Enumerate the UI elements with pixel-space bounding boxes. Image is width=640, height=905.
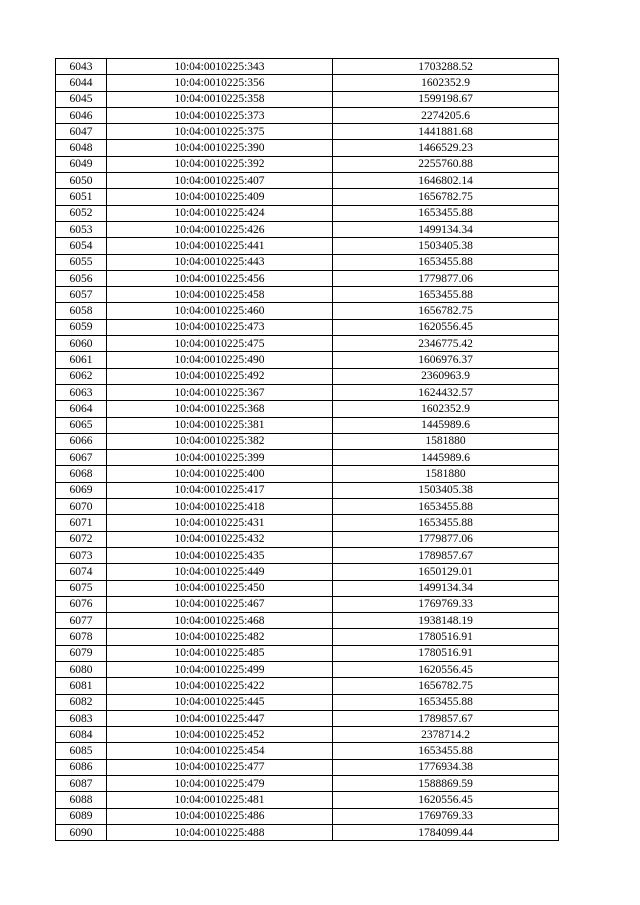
value-cell: 1653455.88 <box>333 499 559 515</box>
cadastral-number-cell: 10:04:0010225:407 <box>107 173 333 189</box>
value-cell: 1653455.88 <box>333 515 559 531</box>
table-row <box>56 482 559 498</box>
row-number-cell: 6050 <box>56 173 107 189</box>
table-row <box>56 499 559 515</box>
table-row <box>56 254 559 270</box>
cadastral-number-cell: 10:04:0010225:390 <box>107 140 333 156</box>
value-cell: 1769769.33 <box>333 596 559 612</box>
table-row <box>56 303 559 319</box>
table-row <box>56 564 559 580</box>
table-row <box>56 776 559 792</box>
row-number-cell: 6056 <box>56 270 107 286</box>
table-row <box>56 613 559 629</box>
row-number-cell: 6078 <box>56 629 107 645</box>
table-row <box>56 466 559 482</box>
table-row <box>56 417 559 433</box>
value-cell: 1656782.75 <box>333 189 559 205</box>
row-number-cell: 6079 <box>56 645 107 661</box>
table-body <box>56 59 559 841</box>
data-table <box>55 58 559 841</box>
cadastral-number-cell: 10:04:0010225:392 <box>107 156 333 172</box>
table-row <box>56 368 559 384</box>
table-row <box>56 352 559 368</box>
value-cell: 1650129.01 <box>333 564 559 580</box>
row-number-cell: 6058 <box>56 303 107 319</box>
value-cell: 1499134.34 <box>333 221 559 237</box>
value-cell: 1445989.6 <box>333 417 559 433</box>
value-cell: 1620556.45 <box>333 319 559 335</box>
value-cell: 1581880 <box>333 433 559 449</box>
row-number-cell: 6055 <box>56 254 107 270</box>
value-cell: 1653455.88 <box>333 254 559 270</box>
row-number-cell: 6048 <box>56 140 107 156</box>
cadastral-number-cell: 10:04:0010225:356 <box>107 75 333 91</box>
value-cell: 1653455.88 <box>333 743 559 759</box>
table-row <box>56 580 559 596</box>
value-cell: 1499134.34 <box>333 580 559 596</box>
value-cell: 1624432.57 <box>333 384 559 400</box>
table-row <box>56 808 559 824</box>
value-cell: 2378714.2 <box>333 727 559 743</box>
row-number-cell: 6077 <box>56 613 107 629</box>
value-cell: 1653455.88 <box>333 205 559 221</box>
row-number-cell: 6070 <box>56 499 107 515</box>
row-number-cell: 6072 <box>56 531 107 547</box>
cadastral-number-cell: 10:04:0010225:367 <box>107 384 333 400</box>
cadastral-number-cell: 10:04:0010225:441 <box>107 238 333 254</box>
cadastral-number-cell: 10:04:0010225:449 <box>107 564 333 580</box>
cadastral-number-cell: 10:04:0010225:454 <box>107 743 333 759</box>
cadastral-number-cell: 10:04:0010225:381 <box>107 417 333 433</box>
row-number-cell: 6080 <box>56 661 107 677</box>
row-number-cell: 6081 <box>56 678 107 694</box>
value-cell: 2360963.9 <box>333 368 559 384</box>
table-row <box>56 205 559 221</box>
table-row <box>56 710 559 726</box>
cadastral-number-cell: 10:04:0010225:482 <box>107 629 333 645</box>
value-cell: 1769769.33 <box>333 808 559 824</box>
value-cell: 1653455.88 <box>333 694 559 710</box>
table-row <box>56 238 559 254</box>
value-cell: 1445989.6 <box>333 450 559 466</box>
value-cell: 1503405.38 <box>333 238 559 254</box>
table-row <box>56 173 559 189</box>
row-number-cell: 6075 <box>56 580 107 596</box>
row-number-cell: 6082 <box>56 694 107 710</box>
value-cell: 1938148.19 <box>333 613 559 629</box>
cadastral-number-cell: 10:04:0010225:475 <box>107 336 333 352</box>
cadastral-number-cell: 10:04:0010225:477 <box>107 759 333 775</box>
row-number-cell: 6068 <box>56 466 107 482</box>
value-cell: 1646802.14 <box>333 173 559 189</box>
row-number-cell: 6065 <box>56 417 107 433</box>
row-number-cell: 6061 <box>56 352 107 368</box>
cadastral-number-cell: 10:04:0010225:373 <box>107 107 333 123</box>
table-row <box>56 515 559 531</box>
table-row <box>56 156 559 172</box>
cadastral-number-cell: 10:04:0010225:400 <box>107 466 333 482</box>
table-row <box>56 336 559 352</box>
value-cell: 1588869.59 <box>333 776 559 792</box>
row-number-cell: 6064 <box>56 401 107 417</box>
cadastral-number-cell: 10:04:0010225:467 <box>107 596 333 612</box>
table-row <box>56 189 559 205</box>
value-cell: 1776934.38 <box>333 759 559 775</box>
table-row <box>56 140 559 156</box>
table-row <box>56 319 559 335</box>
value-cell: 2346775.42 <box>333 336 559 352</box>
table-row <box>56 596 559 612</box>
value-cell: 1441881.68 <box>333 124 559 140</box>
cadastral-number-cell: 10:04:0010225:417 <box>107 482 333 498</box>
cadastral-number-cell: 10:04:0010225:426 <box>107 221 333 237</box>
row-number-cell: 6069 <box>56 482 107 498</box>
value-cell: 1780516.91 <box>333 645 559 661</box>
cadastral-number-cell: 10:04:0010225:468 <box>107 613 333 629</box>
value-cell: 1780516.91 <box>333 629 559 645</box>
value-cell: 2274205.6 <box>333 107 559 123</box>
row-number-cell: 6084 <box>56 727 107 743</box>
value-cell: 1602352.9 <box>333 75 559 91</box>
table-row <box>56 221 559 237</box>
row-number-cell: 6054 <box>56 238 107 254</box>
table-row <box>56 743 559 759</box>
row-number-cell: 6066 <box>56 433 107 449</box>
row-number-cell: 6053 <box>56 221 107 237</box>
row-number-cell: 6057 <box>56 287 107 303</box>
cadastral-number-cell: 10:04:0010225:382 <box>107 433 333 449</box>
cadastral-number-cell: 10:04:0010225:492 <box>107 368 333 384</box>
value-cell: 1620556.45 <box>333 661 559 677</box>
table-row <box>56 678 559 694</box>
value-cell: 1602352.9 <box>333 401 559 417</box>
row-number-cell: 6047 <box>56 124 107 140</box>
table-row <box>56 759 559 775</box>
table-row <box>56 433 559 449</box>
cadastral-number-cell: 10:04:0010225:409 <box>107 189 333 205</box>
value-cell: 1779877.06 <box>333 531 559 547</box>
table-row <box>56 75 559 91</box>
cadastral-number-cell: 10:04:0010225:443 <box>107 254 333 270</box>
value-cell: 1784099.44 <box>333 824 559 840</box>
value-cell: 1656782.75 <box>333 678 559 694</box>
table-row <box>56 107 559 123</box>
table-row <box>56 270 559 286</box>
table-row <box>56 384 559 400</box>
row-number-cell: 6071 <box>56 515 107 531</box>
table-row <box>56 91 559 107</box>
row-number-cell: 6088 <box>56 792 107 808</box>
row-number-cell: 6089 <box>56 808 107 824</box>
cadastral-number-cell: 10:04:0010225:343 <box>107 59 333 75</box>
table-row <box>56 401 559 417</box>
row-number-cell: 6087 <box>56 776 107 792</box>
value-cell: 1606976.37 <box>333 352 559 368</box>
cadastral-number-cell: 10:04:0010225:431 <box>107 515 333 531</box>
row-number-cell: 6051 <box>56 189 107 205</box>
row-number-cell: 6046 <box>56 107 107 123</box>
cadastral-number-cell: 10:04:0010225:481 <box>107 792 333 808</box>
row-number-cell: 6059 <box>56 319 107 335</box>
cadastral-number-cell: 10:04:0010225:488 <box>107 824 333 840</box>
table-row <box>56 450 559 466</box>
cadastral-number-cell: 10:04:0010225:435 <box>107 547 333 563</box>
table-row <box>56 727 559 743</box>
cadastral-number-cell: 10:04:0010225:460 <box>107 303 333 319</box>
row-number-cell: 6083 <box>56 710 107 726</box>
row-number-cell: 6063 <box>56 384 107 400</box>
table-row <box>56 792 559 808</box>
cadastral-number-cell: 10:04:0010225:490 <box>107 352 333 368</box>
cadastral-number-cell: 10:04:0010225:422 <box>107 678 333 694</box>
table-row <box>56 824 559 840</box>
cadastral-number-cell: 10:04:0010225:450 <box>107 580 333 596</box>
value-cell: 1599198.67 <box>333 91 559 107</box>
row-number-cell: 6045 <box>56 91 107 107</box>
row-number-cell: 6073 <box>56 547 107 563</box>
value-cell: 1779877.06 <box>333 270 559 286</box>
row-number-cell: 6060 <box>56 336 107 352</box>
row-number-cell: 6052 <box>56 205 107 221</box>
value-cell: 1789857.67 <box>333 710 559 726</box>
value-cell: 1581880 <box>333 466 559 482</box>
cadastral-number-cell: 10:04:0010225:486 <box>107 808 333 824</box>
cadastral-number-cell: 10:04:0010225:368 <box>107 401 333 417</box>
cadastral-number-cell: 10:04:0010225:456 <box>107 270 333 286</box>
table-row <box>56 59 559 75</box>
cadastral-number-cell: 10:04:0010225:458 <box>107 287 333 303</box>
cadastral-number-cell: 10:04:0010225:445 <box>107 694 333 710</box>
cadastral-number-cell: 10:04:0010225:452 <box>107 727 333 743</box>
row-number-cell: 6049 <box>56 156 107 172</box>
value-cell: 1703288.52 <box>333 59 559 75</box>
cadastral-number-cell: 10:04:0010225:499 <box>107 661 333 677</box>
row-number-cell: 6076 <box>56 596 107 612</box>
row-number-cell: 6090 <box>56 824 107 840</box>
table-row <box>56 694 559 710</box>
row-number-cell: 6043 <box>56 59 107 75</box>
cadastral-number-cell: 10:04:0010225:447 <box>107 710 333 726</box>
table-row <box>56 124 559 140</box>
value-cell: 1653455.88 <box>333 287 559 303</box>
table-row <box>56 547 559 563</box>
value-cell: 1789857.67 <box>333 547 559 563</box>
cadastral-number-cell: 10:04:0010225:479 <box>107 776 333 792</box>
table-row <box>56 661 559 677</box>
table-row <box>56 629 559 645</box>
cadastral-number-cell: 10:04:0010225:485 <box>107 645 333 661</box>
cadastral-number-cell: 10:04:0010225:418 <box>107 499 333 515</box>
row-number-cell: 6074 <box>56 564 107 580</box>
row-number-cell: 6062 <box>56 368 107 384</box>
value-cell: 1620556.45 <box>333 792 559 808</box>
value-cell: 2255760.88 <box>333 156 559 172</box>
cadastral-number-cell: 10:04:0010225:375 <box>107 124 333 140</box>
row-number-cell: 6086 <box>56 759 107 775</box>
cadastral-number-cell: 10:04:0010225:424 <box>107 205 333 221</box>
cadastral-number-cell: 10:04:0010225:399 <box>107 450 333 466</box>
value-cell: 1656782.75 <box>333 303 559 319</box>
row-number-cell: 6085 <box>56 743 107 759</box>
cadastral-number-cell: 10:04:0010225:473 <box>107 319 333 335</box>
value-cell: 1503405.38 <box>333 482 559 498</box>
cadastral-number-cell: 10:04:0010225:432 <box>107 531 333 547</box>
cadastral-number-cell: 10:04:0010225:358 <box>107 91 333 107</box>
row-number-cell: 6044 <box>56 75 107 91</box>
table-row <box>56 645 559 661</box>
row-number-cell: 6067 <box>56 450 107 466</box>
table-row <box>56 287 559 303</box>
value-cell: 1466529.23 <box>333 140 559 156</box>
table-row <box>56 531 559 547</box>
